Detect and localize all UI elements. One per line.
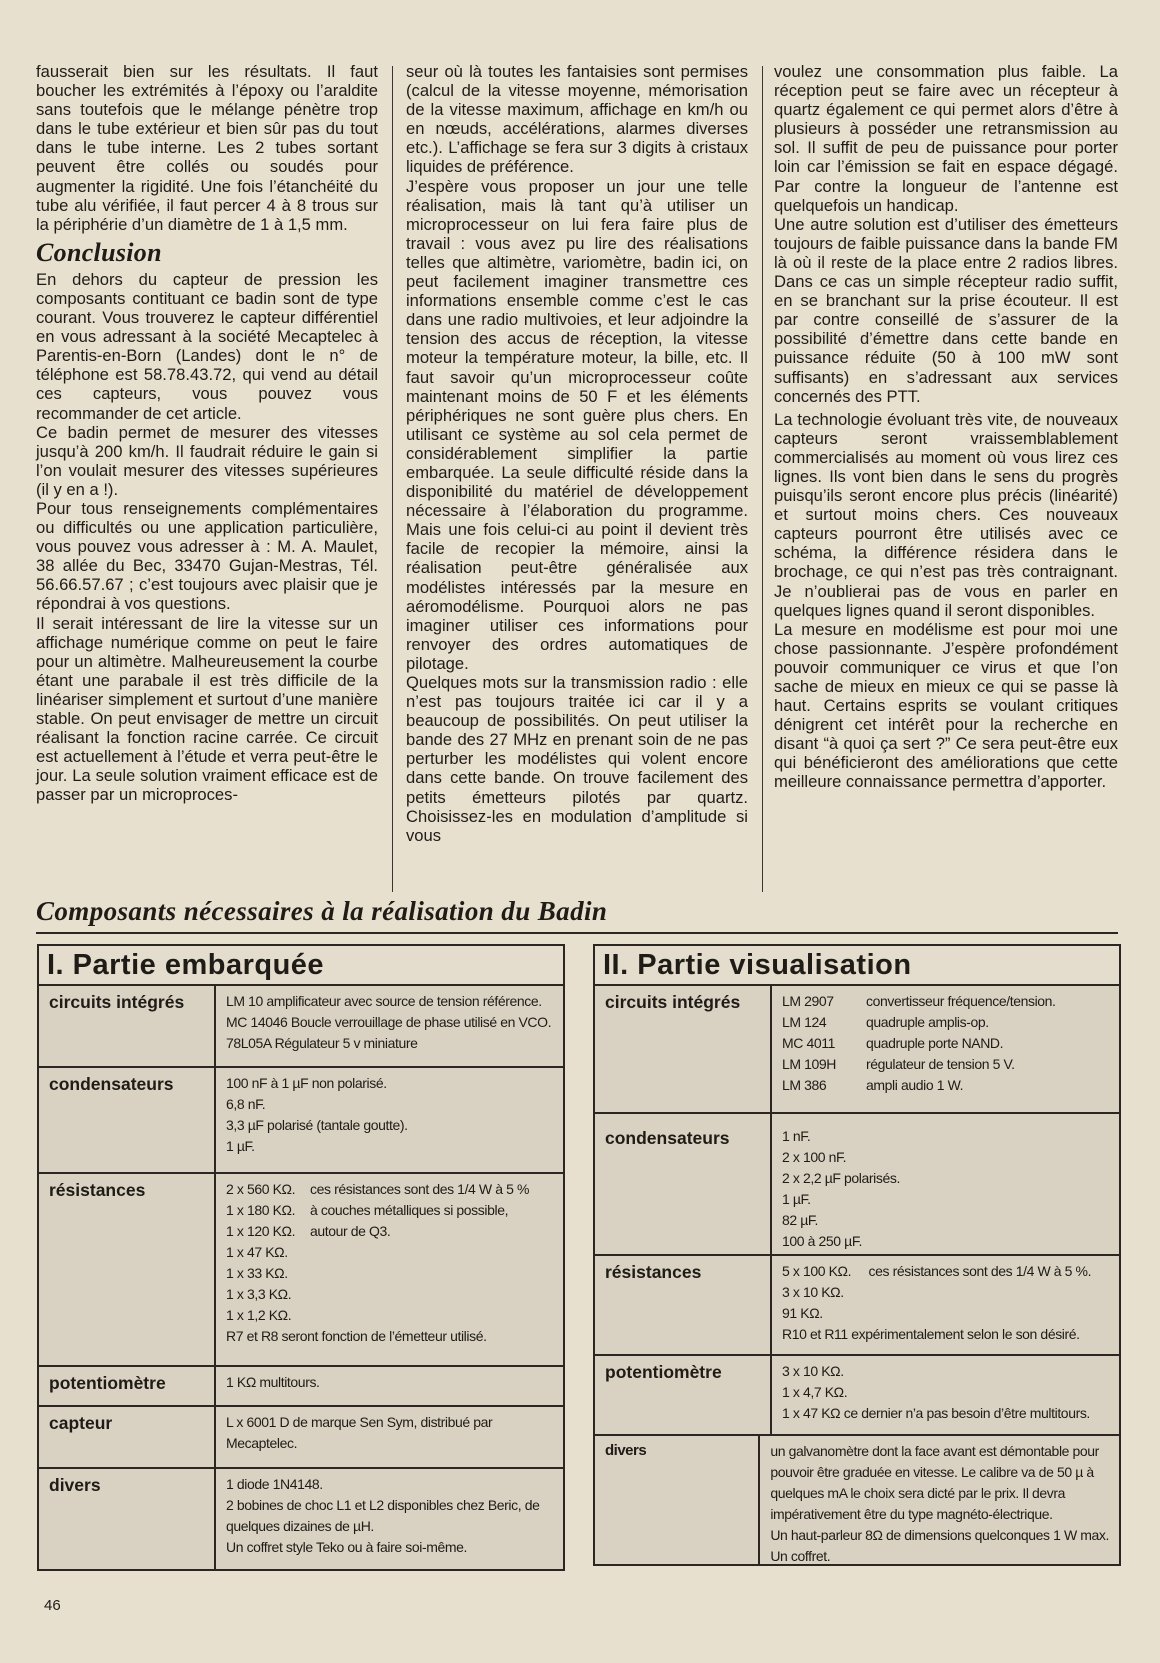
table-row xyxy=(595,1256,1119,1356)
item-line: 2 bobines de choc L1 et L2 disponibles chez Beric, de quelques dizaines de µH. xyxy=(226,1497,540,1534)
row-category: capteur xyxy=(39,1407,216,1467)
item-line: Un coffret. xyxy=(770,1548,831,1564)
row-items xyxy=(772,1356,1119,1434)
item-line: 3 x 10 KΩ. xyxy=(782,1284,844,1300)
item-note: autour de Q3. xyxy=(310,1223,391,1239)
item-value: 1 x 180 KΩ. xyxy=(226,1202,296,1218)
paragraph: La mesure en modélisme est pour moi une chose passionnante. J’espère profondément pouvoir communiquer ce virus et que l’on sache de mieux en mieux ce qui se passe là haut. Certains esprits se voulant critiques dénigrent cet intérêt pour la recherche en disant “à quoi ça sert ?” Ce sera peut-être eux qui bénéficieront des améliorations que cette meilleure connaissance permettra d’apporter. xyxy=(774,619,1118,792)
row-category: circuits intégrés xyxy=(595,986,772,1112)
item-line: Un coffret style Teko ou à faire soi-même. xyxy=(226,1539,468,1555)
paragraph: Pour tous renseignements complémentaires ou difficultés ou une application particulière, vous pouvez vous adresser à : M. A. Maulet, 38 allée du Bec, 33470 Gujan-Mestras, Tél. 56.66.57.67 ; c’est toujours avec plaisir que je répondrai à vos questions. xyxy=(36,498,378,614)
item-line xyxy=(226,1263,553,1284)
item-line: R10 et R11 expérimentalement selon le son désiré. xyxy=(782,1326,1080,1342)
item-line xyxy=(226,1284,553,1305)
row-category: condensateurs xyxy=(39,1068,216,1172)
item-line: MC 14046 Boucle verrouillage de phase utilisé en VCO. xyxy=(226,1014,552,1030)
item-line: 1 x 4,7 KΩ. xyxy=(782,1384,848,1400)
item-line: 1 KΩ multitours. xyxy=(226,1374,320,1390)
paragraph: Quelques mots sur la transmission radio : elle n’est pas toujours traitée ici car il y a beaucoup de possibilités. On peut utiliser la bande des 27 MHz en prenant soin de ne pas perturber les modélistes qui volent encore dans cette bande. On trouve facilement des petits émetteurs pilotés par quartz. Choisissez-les en modulation d’amplitude si vous xyxy=(406,673,748,845)
parts-section-title: Composants nécessaires à la réalisation du Badin xyxy=(36,896,608,926)
paragraph: Une autre solution est d’utiliser des émetteurs toujours de faible puissance dans la bande FM là où il reste de la place entre 2 radios libres. Dans ce cas un simple récepteur radio suffit, en se branchant sur la prise écouteur. Il est par contre conseillé de s’assurer de la possibilité d’émettre dans cette bande en puissance réduite (50 à 100 mW sont suffisants) en s’adressant aux services concernés des PTT. xyxy=(774,214,1118,406)
item-line: 1 µF. xyxy=(226,1138,255,1154)
item-value: 1 x 120 KΩ. xyxy=(226,1223,296,1239)
row-category: potentiomètre xyxy=(39,1367,216,1405)
item-line xyxy=(782,1012,1109,1033)
paragraph: voulez une consommation plus faible. La réception peut se faire avec un récepteur à quartz également ce qui permet alors d’être à plusieurs à posséder une retransmission au sol. Il suffit de peu de puissance pour porter loin car l’émission se fait en espace dégagé. Par contre la longueur de l’antenne est quelquefois un handicap. xyxy=(774,62,1118,215)
paragraph: J’espère vous proposer un jour une telle réalisation, mais là tant qu’à utiliser un microprocesseur on lui fera faire plus de travail : vous avez pu lire des réalisations telles que altimètre, variomètre, badin ici, on peut facilement imaginer transmettre ces informations ensemble comme c’est le cas dans une radio multivoies, et leur adjoindre la tension des accus de réception, la vitesse moteur la température moteur, la bille, etc. Il faut savoir qu’un microprocesseur coûte maintenant moins de 50 F et les éléments périphériques ne sont guère plus chers. En utilisant ce système au sol cela permet de considérablement simplifier la partie embarquée. La seule difficulté réside dans la disponibilité du matériel de développement nécessaire à l’élaboration du programme. Mais une fois celui-ci au point il devient très facile de recopier la mémoire, ainsi la réalisation peut-être généralisée aux modélistes intéressés par la mesure en aéromodélisme. Pourquoi alors ne pas imaginer utiliser ces informations pour renvoyer des ordres automatiques de pilotage. xyxy=(406,176,748,673)
item-value: 1 x 47 KΩ. xyxy=(226,1244,288,1260)
page-number: 46 xyxy=(44,1597,61,1614)
item-line xyxy=(226,1200,553,1221)
paragraph: seur où là toutes les fantaisies sont permises (calcul de la vitesse moyenne, mémorisation de la vitesse maximum, affichage en km/h ou en nœuds, accélérations, alarmes diverses etc.). L’affichage se fera sur 3 digits à cristaux liquides de préférence. xyxy=(406,62,748,177)
item-line xyxy=(226,1305,553,1326)
item-value: LM 2907 xyxy=(782,993,834,1009)
item-line: LM 10 amplificateur avec source de tension référence. xyxy=(226,993,542,1009)
table-row xyxy=(595,1436,1119,1564)
row-items xyxy=(216,1469,563,1569)
column-divider xyxy=(392,66,393,892)
paragraph: Il serait intéressant de lire la vitesse sur un affichage numérique comme on peut le faire pour un altimètre. Malheureusement la courbe étant une parabale il est très difficile de la linéariser simplement et surtout d’une manière stable. On peut envisager de mettre un circuit réalisant la fonction racine carrée. Ce circuit est actuellement à l’étude et verra peut-être le jour. La seule solution vraiment efficace est de passer par un microproces- xyxy=(36,613,378,805)
row-category: divers xyxy=(595,1436,760,1564)
item-line: 5 x 100 KΩ. ces résistances sont des 1/4 W à 5 %. xyxy=(782,1263,1092,1279)
item-line: 1 µF. xyxy=(782,1191,811,1207)
paragraph: La technologie évoluant très vite, de nouveaux capteurs seront vraissemblablement commercialisés au moment où vous lirez ces lignes. Ils vont bien dans le sens du progrès puisqu’ils seront encore plus précis (linéarité) et surtout moins chers. Ces nouveaux capteurs pourront être utilisés avec ce schéma, la différence résidera dans le brochage, ce qui n’est pas très contraignant. Je n’oublierai pas de vous en parler en quelques lignes quand il seront disponibles. xyxy=(774,409,1118,620)
row-items xyxy=(216,1407,563,1467)
item-line xyxy=(226,1242,553,1263)
row-items xyxy=(216,1174,563,1365)
item-line: 3,3 µF polarisé (tantale goutte). xyxy=(226,1117,408,1133)
text-column-1 xyxy=(36,62,378,804)
item-line: un galvanomètre dont la face avant est démontable pour pouvoir être graduée en vitesse. Le calibre va de 50 µ à quelques mA le choix sera dicté par le prix. Il devra impérativement être du type magnéto-électrique. xyxy=(770,1443,1099,1522)
item-line: 3 x 10 KΩ. xyxy=(782,1363,844,1379)
row-items xyxy=(772,1256,1119,1354)
text-column-2 xyxy=(406,62,748,845)
item-line: 1 nF. xyxy=(782,1128,811,1144)
item-value: LM 124 xyxy=(782,1014,827,1030)
item-line: 1 x 47 KΩ ce dernier n’a pas besoin d’être multitours. xyxy=(782,1405,1090,1421)
item-value: LM 109H xyxy=(782,1056,837,1072)
row-items xyxy=(216,986,563,1066)
item-line: 82 µF. xyxy=(782,1212,819,1228)
item-line xyxy=(782,1075,1109,1096)
item-value: 2 x 560 KΩ. xyxy=(226,1181,296,1197)
table-row xyxy=(39,1367,563,1407)
parts-table-onboard xyxy=(37,944,565,1571)
table-row xyxy=(595,1114,1119,1256)
row-items xyxy=(760,1436,1119,1564)
row-category: potentiomètre xyxy=(595,1356,772,1434)
row-items xyxy=(216,1367,563,1405)
item-note: à couches métalliques si possible, xyxy=(310,1202,509,1218)
item-value: LM 386 xyxy=(782,1077,827,1093)
text-column-3 xyxy=(774,62,1118,792)
item-line: Un haut-parleur 8Ω de dimensions quelconques 1 W max. xyxy=(770,1527,1109,1543)
row-items xyxy=(216,1068,563,1172)
item-value: 1 x 3,3 KΩ. xyxy=(226,1286,292,1302)
table-row xyxy=(39,986,563,1068)
item-value: MC 4011 xyxy=(782,1035,835,1051)
table-row xyxy=(39,1174,563,1367)
table-row xyxy=(39,1407,563,1469)
item-note: convertisseur fréquence/tension. xyxy=(866,993,1056,1009)
column-divider xyxy=(762,66,763,892)
table-row xyxy=(39,1068,563,1174)
item-line: 91 KΩ. xyxy=(782,1305,823,1321)
item-line xyxy=(782,1033,1109,1054)
item-note: quadruple amplis-op. xyxy=(866,1014,989,1030)
item-line xyxy=(226,1179,553,1200)
item-line: 2 x 100 nF. xyxy=(782,1149,847,1165)
item-line: 6,8 nF. xyxy=(226,1096,266,1112)
item-line: R7 et R8 seront fonction de l’émetteur utilisé. xyxy=(226,1328,487,1344)
row-category: condensateurs xyxy=(595,1114,772,1254)
item-line: 100 à 250 µF. xyxy=(782,1233,862,1249)
item-line xyxy=(782,1054,1109,1075)
parts-table-display xyxy=(593,944,1121,1566)
row-category: résistances xyxy=(595,1256,772,1354)
item-line xyxy=(226,1221,553,1242)
item-line: 1 diode 1N4148. xyxy=(226,1476,323,1492)
item-note: ampli audio 1 W. xyxy=(866,1077,964,1093)
item-line: L x 6001 D de marque Sen Sym, distribué par Mecaptelec. xyxy=(226,1414,493,1451)
item-value: 1 x 33 KΩ. xyxy=(226,1265,288,1281)
conclusion-heading: Conclusion xyxy=(36,237,162,267)
item-line: 100 nF à 1 µF non polarisé. xyxy=(226,1075,387,1091)
table-title: I. Partie embarquée xyxy=(39,946,563,986)
item-line: 78L05A Régulateur 5 v miniature xyxy=(226,1035,418,1051)
table-row xyxy=(595,986,1119,1114)
row-category: divers xyxy=(39,1469,216,1569)
row-category: résistances xyxy=(39,1174,216,1365)
paragraph: Ce badin permet de mesurer des vitesses jusqu’à 200 km/h. Il faudrait réduire le gain si l’on voulait mesurer des vitesses supérieures (il y en a !). xyxy=(36,422,378,499)
item-line: 2 x 2,2 µF polarisés. xyxy=(782,1170,900,1186)
item-note: régulateur de tension 5 V. xyxy=(866,1056,1015,1072)
table-title: II. Partie visualisation xyxy=(595,946,1119,986)
paragraph: fausserait bien sur les résultats. Il faut boucher les extrémités à l’époxy ou l’araldite sans toutefois que le mélange pénètre trop dans le tube extérieur et bien sûr pas du tout dans le tube interne. Les 2 tubes sortant peuvent être collés ou soudés pour augmenter la rigidité. Une fois l’étanchéité du tube alu vérifiée, il faut percer 4 à 8 trous sur la périphérie d’un diamètre de 1 à 1,5 mm. xyxy=(36,62,378,234)
row-items xyxy=(772,1114,1119,1254)
item-line xyxy=(782,991,1109,1012)
row-category: circuits intégrés xyxy=(39,986,216,1066)
table-row xyxy=(39,1469,563,1569)
item-note: quadruple porte NAND. xyxy=(866,1035,1004,1051)
item-value: 1 x 1,2 KΩ. xyxy=(226,1307,292,1323)
section-divider xyxy=(36,932,1118,934)
paragraph: En dehors du capteur de pression les composants contituant ce badin sont de type courant. Vous trouverez le capteur différentiel en vous adressant à la société Mecaptelec à Parentis-en-Born (Landes) dont le n° de téléphone est 58.78.43.72, qui vend au détail ces capteurs, vous pouvez vous recommander de cet article. xyxy=(36,269,378,423)
row-items xyxy=(772,986,1119,1112)
item-note: ces résistances sont des 1/4 W à 5 % xyxy=(310,1181,530,1197)
table-row xyxy=(595,1356,1119,1436)
